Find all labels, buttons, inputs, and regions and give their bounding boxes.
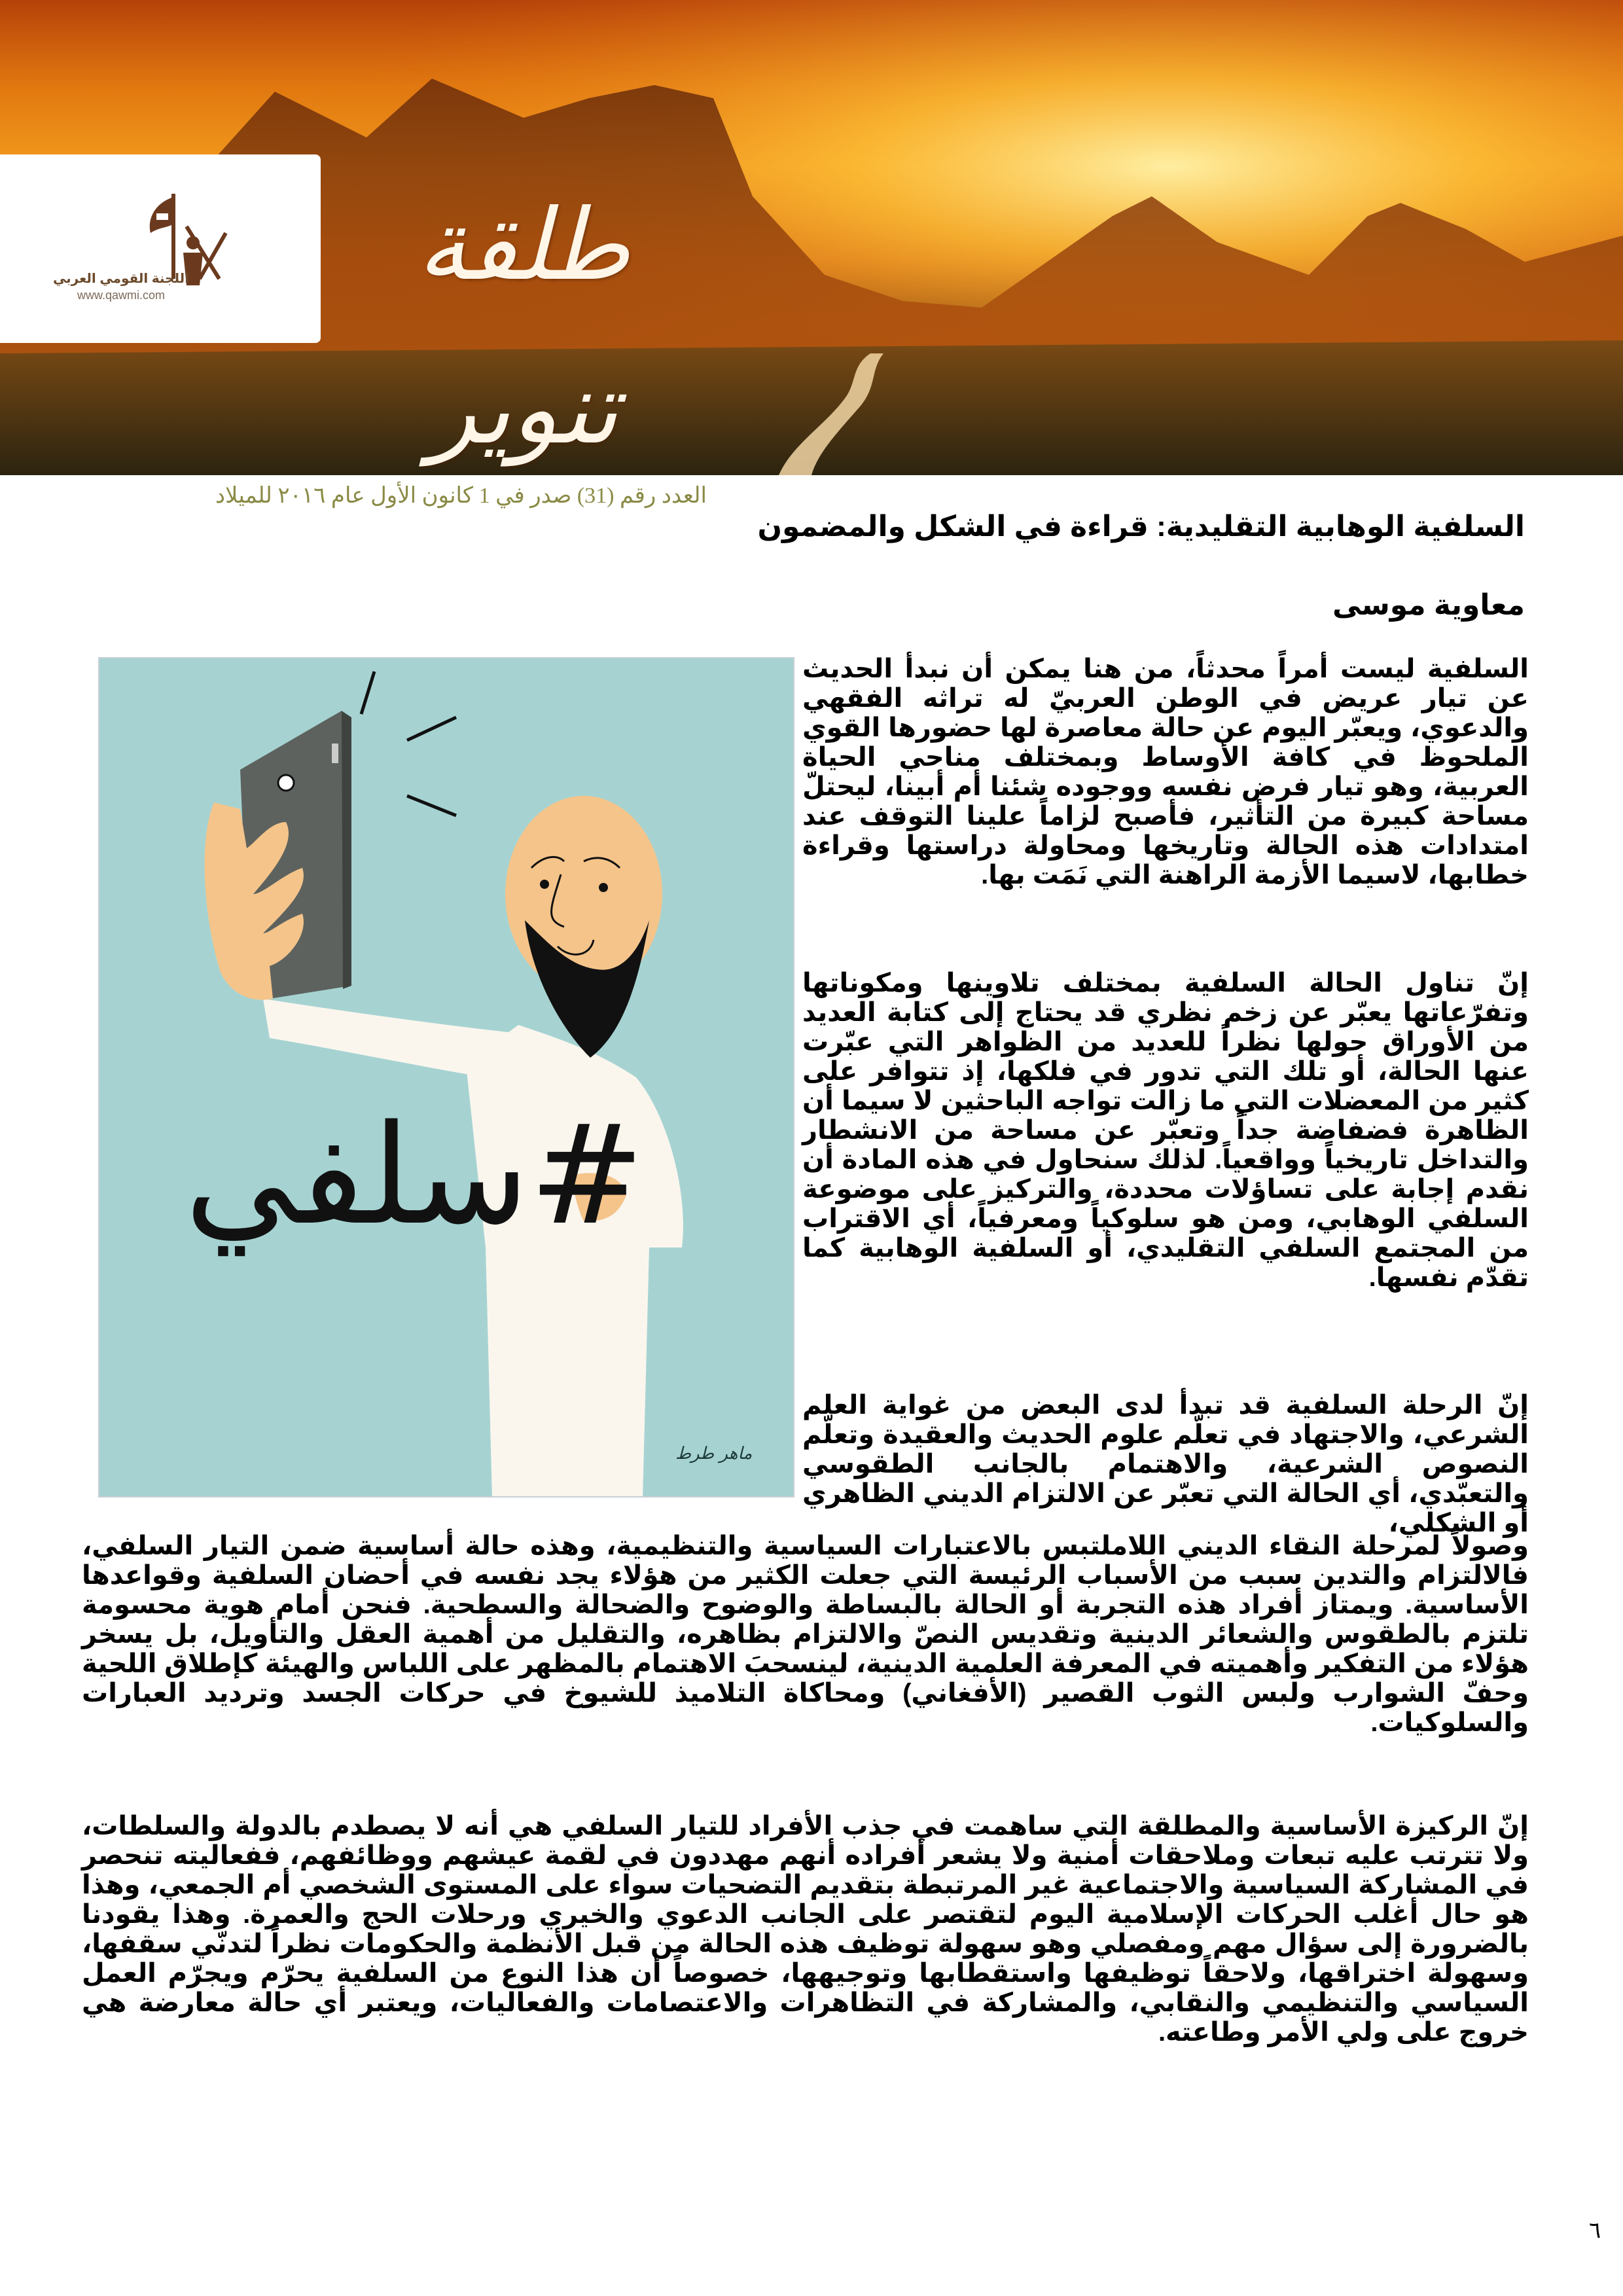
logo-name: اللجنة القومي العربي — [52, 272, 190, 286]
article-paragraph-3-start: إنّ الرحلة السلفية قد تبدأ لدى البعض من غواية العلم الشرعي، والاجتهاد في تعلّم علوم الحديث والعقيدة وتعلّم النصوص الشرعية، والاهتمام بالجانب الطقوسي والتعبّدي، أي الحالة التي تعبّر عن الالتزام الديني الظاهري أو الشكلي، — [802, 1391, 1529, 1537]
publisher-logo — [0, 154, 321, 343]
article-title: السلفية الوهابية التقليدية: قراءة في الشكل والمضمون — [757, 511, 1525, 543]
hashtag-caption: #سلفي — [185, 1095, 645, 1255]
article-paragraph-4: إنّ الركيزة الأساسية والمطلقة التي ساهمت في جذب الأفراد للتيار السلفي هي أنه لا يصطدم بالدولة والسلطات، ولا تترتب عليه تبعات وملاحقات أمنية ولا يشعر أفراده أنهم مهددون في لقمة عيشهم ووظائفهم، ففعاليته تنحصر في المشاركة السياسية والاجتماعية غير المرتبطة بتقديم التضحيات سواء على المستوى الشخصي أم الجمعي، وهذا هو حال أغلب الحركات الإسلامية اليوم لتقتصر على الجانب الدعوي والخيري ورحلات الحج والعمرة. وهذا يقودنا بالضرورة إلى سؤال مهم ومفصلي وهو سهولة توظيف هذه الحالة من قبل الأنظمة والحكومات نظراً لتدنّي سقفها، وسهولة اختراقها، ولاحقاً توظيفها واستقطابها وتوجيهها، خصوصاً أن هذا النوع من السلفية يحرّم ويجرّم العمل السياسي والتنظيمي والنقابي، والمشاركة في التظاهرات والاعتصامات والفعاليات، ويعتبر أي حالة معارضة هي خروج على ولي الأمر وطاعته. — [82, 1812, 1529, 2047]
article-paragraph-3-continued: وصولاً لمرحلة النقاء الديني اللاملتبس بالاعتبارات السياسية والتنظيمية، وهذه حالة أساسية ضمن التيار السلفي، فالالتزام والتدين سبب من الأسباب الرئيسة التي جعلت الكثير من هؤلاء يجد نفسه في أحضان السلفية وقواعدها الأساسية. ويمتاز أفراد هذه التجربة أو الحالة بالبساطة والوضوح والضحالة والسطحية. فنحن أمام هوية محسومة تلتزم بالطقوس والشعائر الدينية وتقديس النصّ والالتزام بظاهره، والتقليل من أهمية العقل والتأويل، بل يسخر هؤلاء من التفكير وأهميته في المعرفة العلمية الدينية، لينسحبَ الاهتمام بالمظهر على اللباس والهيئة كإطلاق اللحية وحفّ الشوارب ولبس الثوب القصير (الأفغاني) ومحاكاة التلاميذ للشيوخ في حركات الجسد وترديد العبارات والسلوكيات. — [82, 1532, 1529, 1737]
issue-info: العدد رقم (31) صدر في 1 كانون الأول عام ٢٠١٦ للميلاد — [215, 484, 707, 508]
article-paragraph-1: السلفية ليست أمراً محدثاً، من هنا يمكن أن نبدأ الحديث عن تيار عريض في الوطن العربيّ له تراثه الفقهي والدعوي، ويعبّر اليوم عن حالة معاصرة لها حضورها القوي الملحوظ في كافة الأوساط وبمختلف مناحي الحياة العربية، وهو تيار فرض نفسه ووجوده شئنا أم أبينا، ليحتلّ مساحة كبيرة من التأثير، فأصبح لزاماً علينا التوقف عند امتدادات هذه الحالة وتاريخها ومحاولة دراستها وقراءة خطابها، لاسيما الأزمة الراهنة التي نَمَت بها. — [802, 655, 1529, 889]
artist-signature: ماهر طرط — [675, 1444, 753, 1463]
magazine-title: طلقة تنوير — [417, 188, 630, 466]
author-name: معاوية موسى — [1332, 589, 1525, 621]
logo-url: www.qawmi.com — [77, 289, 166, 302]
page-number: ٦ — [1589, 2217, 1601, 2244]
article-paragraph-2: إنّ تناول الحالة السلفية بمختلف تلاوينها ومكوناتها وتفرّعاتها يعبّر عن زخم نظري قد يحتاج إلى كتابة العديد من الأوراق حولها نظراً للعديد من الظواهر التي عبّرت عنها الحالة، أو تلك التي تدور في فلكها، إذ تتوافر على كثير من المعضلات التي ما زالت تواجه الباحثين لا سيما أن الظاهرة فضفاضة جداً وتعبّر عن مساحة من الانشطار والتداخل تاريخياً وواقعياً. لذلك سنحاول في هذه المادة أن نقدم إجابة على تساؤلات محددة، والتركيز على موضوعة السلفي الوهابي، ومن هو سلوكياً ومعرفياً، أي الاقتراب من المجتمع السلفي التقليدي، أو السلفية الوهابية كما تقدّم نفسها. — [802, 969, 1529, 1292]
cartoon-figure — [99, 658, 794, 1498]
selfie-illustration — [98, 657, 794, 1498]
header-banner — [0, 0, 1623, 475]
